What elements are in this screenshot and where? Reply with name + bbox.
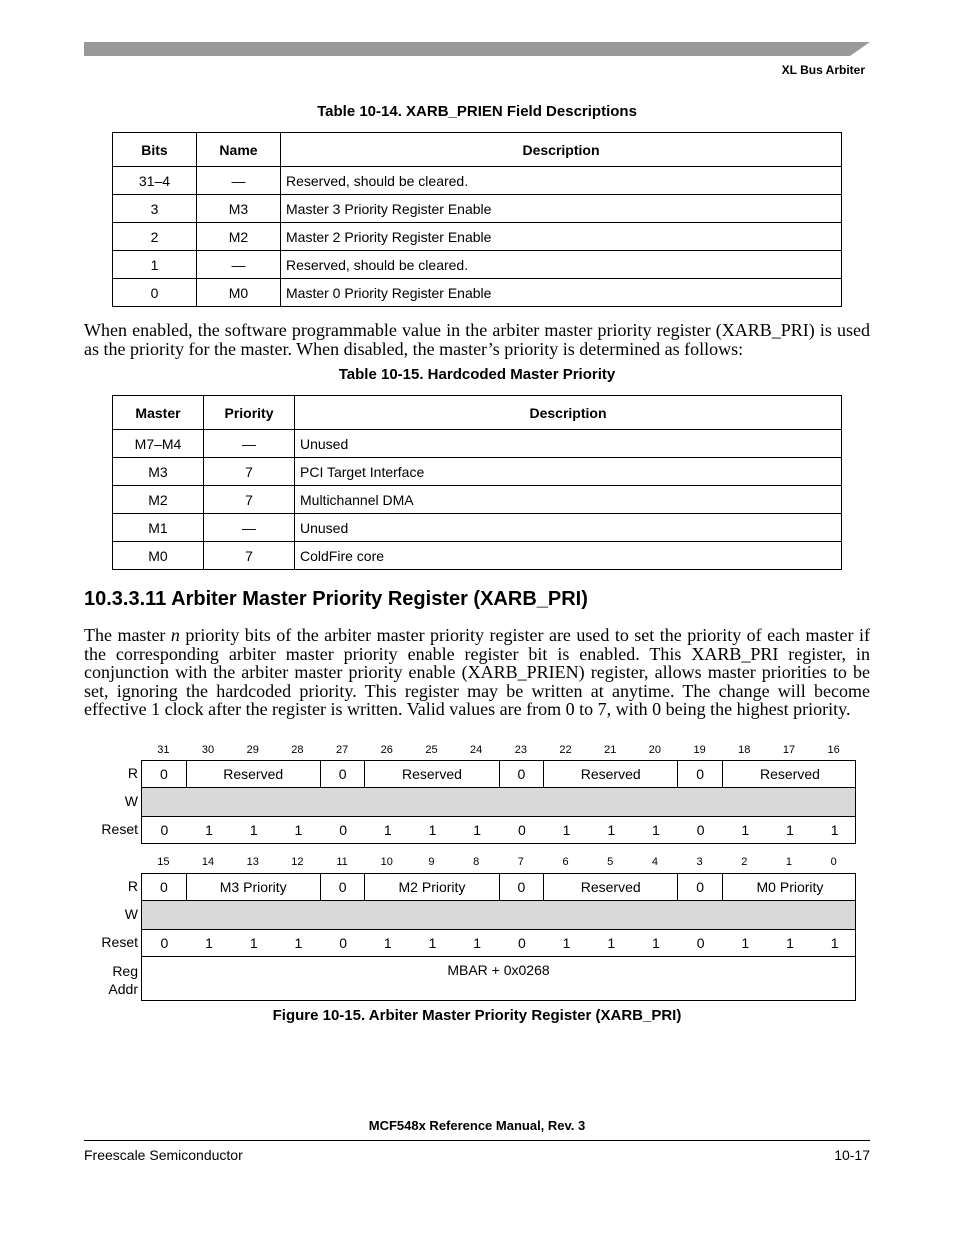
table1-col-name: Name xyxy=(197,133,281,167)
table-cell: M0 xyxy=(197,279,281,307)
bit-number: 26 xyxy=(380,744,393,756)
bit-number: 18 xyxy=(738,744,751,756)
reset-value: 1 xyxy=(249,935,258,951)
bit-number: 17 xyxy=(782,744,796,756)
register-field: 0 xyxy=(500,761,545,787)
table1-col-bits: Bits xyxy=(113,133,197,167)
table-cell: Unused xyxy=(295,514,842,542)
table-row xyxy=(113,167,842,195)
section-heading: 10.3.3.11 Arbiter Master Priority Register (XARB_PRI) xyxy=(84,588,588,610)
row-label-r: R xyxy=(127,765,138,781)
bit-number: 21 xyxy=(604,744,617,756)
table-row xyxy=(113,514,842,542)
table-cell: 7 xyxy=(204,542,295,570)
table2-col-priority: Priority xyxy=(204,396,295,430)
table-cell: M3 xyxy=(113,458,204,486)
bit-number: 20 xyxy=(648,744,662,756)
table-cell: ColdFire core xyxy=(295,542,842,570)
bit-number: 25 xyxy=(425,744,438,756)
reset-value: 1 xyxy=(294,822,303,838)
row-label-r: R xyxy=(127,878,138,894)
reset-value: 0 xyxy=(517,935,526,951)
reset-value: 1 xyxy=(473,935,482,951)
section-name: XL Bus Arbiter xyxy=(781,63,865,77)
register-field: M2 Priority xyxy=(365,874,499,900)
upper-reset-row xyxy=(141,816,856,844)
table-cell: 7 xyxy=(204,458,295,486)
table-cell: Multichannel DMA xyxy=(295,486,842,514)
row-label-w: W xyxy=(124,793,138,809)
table-row xyxy=(113,195,842,223)
reset-value: 0 xyxy=(696,822,705,838)
bit-number: 7 xyxy=(517,856,524,868)
register-field: Reserved xyxy=(544,874,678,900)
lower-read-row xyxy=(141,873,856,901)
upper-write-row xyxy=(141,788,856,816)
reset-value: 1 xyxy=(652,935,660,951)
header-bar xyxy=(84,42,870,56)
reset-value: 1 xyxy=(652,822,660,838)
register-field: Reserved xyxy=(187,761,321,787)
table-cell: Master 2 Priority Register Enable xyxy=(281,223,842,251)
table1-header-row xyxy=(113,133,842,167)
table1-caption: Table 10-14. XARB_PRIEN Field Descriptions xyxy=(317,103,637,120)
reset-value: 0 xyxy=(696,935,705,951)
bit-number: 14 xyxy=(201,856,215,868)
paragraph-text: The master xyxy=(84,625,171,645)
bit-number: 30 xyxy=(201,744,215,756)
paragraph-register-description xyxy=(84,626,870,719)
bit-number: 11 xyxy=(336,856,348,868)
table-cell: Unused xyxy=(295,430,842,458)
bit-number: 0 xyxy=(830,856,837,868)
bit-number: 22 xyxy=(559,744,572,756)
bit-number: 5 xyxy=(607,856,614,868)
table-row xyxy=(113,542,842,570)
bit-number: 24 xyxy=(470,744,483,756)
reset-value: 1 xyxy=(383,935,392,951)
table-cell: M3 xyxy=(197,195,281,223)
table-cell: 3 xyxy=(113,195,197,223)
bit-number: 12 xyxy=(291,856,304,868)
bit-number: 19 xyxy=(693,744,706,756)
reset-value: 0 xyxy=(339,822,347,838)
figure-caption: Figure 10-15. Arbiter Master Priority Register (XARB_PRI) xyxy=(272,1007,682,1024)
reset-value: 0 xyxy=(517,822,526,838)
reset-value: 1 xyxy=(830,822,839,838)
lower-bit-numbers xyxy=(141,856,856,870)
reset-value: 1 xyxy=(562,822,571,838)
register-address: MBAR + 0x0268 xyxy=(141,956,856,1001)
reset-value: 0 xyxy=(339,935,347,951)
paragraph-text: priority bits of the arbiter master priority register are used to set the priority of each master if the corresponding arbiter master priority enable register bit is enabled. This XARB_PRI register, in conjunction with the arbiter master priority enable (XARB_PRIEN) register, allows master priorities to be set, ignoring the hardcoded priority. This register may be written at anytime. The change will become effective 1 clock after the register is written. Valid values are from 0 to 7, with 0 being the highest priority. xyxy=(84,625,870,719)
reset-value: 1 xyxy=(428,822,437,838)
row-label-w: W xyxy=(124,906,138,922)
upper-read-row xyxy=(141,760,856,788)
row-label-reset: Reset xyxy=(101,934,138,950)
reset-value: 1 xyxy=(473,822,482,838)
register-field: Reserved xyxy=(544,761,678,787)
register-field: Reserved xyxy=(760,766,820,782)
table-cell: 0 xyxy=(113,279,197,307)
bit-number: 1 xyxy=(785,856,793,868)
lower-reset-row xyxy=(141,929,856,957)
reset-value: 1 xyxy=(562,935,571,951)
register-field: 0 xyxy=(321,761,366,787)
table-cell: 2 xyxy=(113,223,197,251)
table-row xyxy=(113,486,842,514)
footer-company: Freescale Semiconductor xyxy=(84,1147,243,1163)
table-cell: M0 xyxy=(113,542,204,570)
bit-number: 10 xyxy=(380,856,393,868)
row-label-addr: Addr xyxy=(108,981,138,997)
bit-number: 2 xyxy=(741,856,748,868)
table2-col-description: Description xyxy=(295,396,842,430)
footer-divider xyxy=(84,1140,870,1141)
reset-value: 1 xyxy=(741,822,750,838)
reset-value: 0 xyxy=(160,822,169,838)
table-cell: 1 xyxy=(113,251,197,279)
bit-number: 13 xyxy=(246,856,259,868)
bit-number: 3 xyxy=(696,856,703,868)
register-field: 0 xyxy=(500,874,545,900)
row-label-reg-addr xyxy=(108,962,138,998)
reset-value: 1 xyxy=(383,822,392,838)
table1 xyxy=(112,132,842,307)
table-cell: M2 xyxy=(113,486,204,514)
reset-value: 1 xyxy=(830,935,839,951)
table1-col-description: Description xyxy=(281,133,842,167)
paragraph-priority-intro xyxy=(84,321,870,358)
paragraph-italic-n: n xyxy=(170,625,180,645)
register-field: 0 xyxy=(678,761,723,787)
table-cell: M2 xyxy=(197,223,281,251)
bit-number: 31 xyxy=(157,744,170,756)
table-row xyxy=(113,251,842,279)
footer-title: MCF548x Reference Manual, Rev. 3 xyxy=(368,1118,586,1133)
reset-value: 1 xyxy=(428,935,437,951)
bit-number: 8 xyxy=(473,856,480,868)
bit-number: 29 xyxy=(246,744,259,756)
table-cell: Master 3 Priority Register Enable xyxy=(281,195,842,223)
table-row xyxy=(113,279,842,307)
bit-number: 6 xyxy=(562,856,569,868)
table-cell: Reserved, should be cleared. xyxy=(281,167,842,195)
table-row xyxy=(113,430,842,458)
register-field: 0 xyxy=(678,874,723,900)
table2 xyxy=(112,395,842,570)
table-cell: M1 xyxy=(113,514,204,542)
footer-page-number: 10-17 xyxy=(834,1147,870,1163)
reset-value: 1 xyxy=(205,822,213,838)
table-cell: PCI Target Interface xyxy=(295,458,842,486)
table-cell: 7 xyxy=(204,486,295,514)
register-field: Reserved xyxy=(365,761,499,787)
lower-write-row xyxy=(141,901,856,929)
bit-number: 16 xyxy=(827,744,840,756)
table-row xyxy=(113,458,842,486)
bit-number: 15 xyxy=(157,856,170,868)
row-label-reset: Reset xyxy=(101,821,138,837)
reset-value: 0 xyxy=(160,935,169,951)
register-field: 0 xyxy=(142,761,187,787)
table-cell: — xyxy=(204,430,295,458)
table-cell: — xyxy=(197,251,281,279)
upper-bit-numbers xyxy=(141,744,856,758)
table-cell: — xyxy=(204,514,295,542)
bit-number: 4 xyxy=(651,856,658,868)
bit-number: 23 xyxy=(514,744,527,756)
bit-number: 27 xyxy=(335,744,349,756)
reset-value: 1 xyxy=(741,935,750,951)
table-cell: Master 0 Priority Register Enable xyxy=(281,279,842,307)
table-cell: 31–4 xyxy=(113,167,197,195)
reset-value: 1 xyxy=(786,822,794,838)
reset-value: 1 xyxy=(786,935,794,951)
register-field: 0 xyxy=(321,874,366,900)
table-row xyxy=(113,223,842,251)
table2-caption: Table 10-15. Hardcoded Master Priority xyxy=(338,366,616,383)
table2-header-row xyxy=(113,396,842,430)
reset-value: 1 xyxy=(607,935,616,951)
row-label-reg: Reg xyxy=(112,963,138,979)
reset-value: 1 xyxy=(294,935,303,951)
reset-value: 1 xyxy=(607,822,616,838)
table-cell: — xyxy=(197,167,281,195)
reset-value: 1 xyxy=(205,935,213,951)
table2-col-master: Master xyxy=(113,396,204,430)
register-field: M3 Priority xyxy=(187,874,321,900)
register-field: M0 Priority xyxy=(756,879,824,895)
table-cell: Reserved, should be cleared. xyxy=(281,251,842,279)
register-field: 0 xyxy=(142,874,187,900)
table-cell: M7–M4 xyxy=(113,430,204,458)
bit-number: 28 xyxy=(291,744,304,756)
reset-value: 1 xyxy=(249,822,258,838)
paragraph-text: When enabled, the software programmable value in the arbiter master priority register (XARB_PRI) is used as the priority for the master. When disabled, the master’s priority is determined as follows: xyxy=(84,320,870,359)
bit-number: 9 xyxy=(428,856,435,868)
